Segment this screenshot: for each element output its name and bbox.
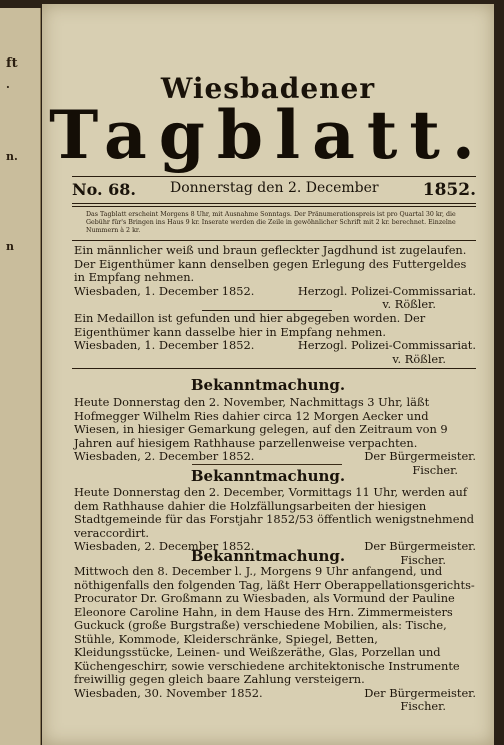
rule	[72, 368, 476, 369]
margin-fragment: .	[6, 78, 10, 91]
signature-office: Der Bürgermeister.	[364, 539, 476, 553]
signature-office: Herzogl. Polizei-Commissariat.	[297, 338, 476, 352]
signature-name: Fischer.	[412, 462, 458, 477]
signature-place: Wiesbaden, 2. December 1852.	[74, 449, 255, 463]
notice-text: Heute Donnerstag den 2. November, Nachmittags 3 Uhr, läßt Hofmegger Wilhelm Ries dahier circa 12 Morgen Aecker und Wiesen, in hiesiger Gemarkung gelegen, auf den Zeitraum von 9 Jahren auf hiesigem Rathhause parzellenweise verpachten.	[74, 395, 448, 450]
issue-number: No. 68.	[72, 180, 136, 199]
notice-heading: Bekanntmachung.	[190, 467, 346, 485]
advert-dog	[74, 244, 476, 312]
advert-text: Ein Medaillon ist gefunden und hier abgegeben worden. Der Eigenthümer kann dasselbe hier in Empfang nehmen.	[74, 311, 426, 339]
notice-text: Heute Donnerstag den 2. December, Vormittags 11 Uhr, werden auf dem Rathhause dahier die Holzfällungsarbeiten der hiesigen Stadtgemeinde für das Forstjahr 1852/53 öffentlich wenigstnehmend veraccordirt.	[74, 485, 475, 540]
notice-text: Mittwoch den 8. December l. J., Morgens 9 Uhr anfangend, und nöthigenfalls den folgenden Tag, läßt Herr Oberappellationsgerichts-Procurator Dr. Großmann zu Wiesbaden, als Vormund der Pauline Eleonore Caroline Hahn, in dem Hause des Hrn. Zimmermeisters Guckuck (große Burgstraße) verschiedene Mobilien, als: Tische, Stühle, Kommode, Kleiderschränke, Spiegel, Betten, Kleidungsstücke, Leinen- und Weißzeräthe, Glas, Porzellan und Küchengeschirr, sowie verschiedene architektonische Instrumente freiwillig gegen gleich baare Zahlung versteigern.	[74, 564, 475, 686]
signature-place: Wiesbaden, 30. November 1852.	[74, 685, 263, 700]
dateline	[72, 180, 476, 202]
masthead-line1: Wiesbadener	[160, 72, 376, 105]
advert-medallion	[74, 312, 476, 366]
previous-page-edge	[0, 8, 41, 745]
subscription-notice: Das Tagblatt erscheint Morgens 8 Uhr, mit Ausnahme Sonntags. Der Pränumerationspreis ist pro Quartal 30 kr, die Gebühr für's Bringen ins Haus 9 kr. Inserate werden die Zeile in gewöhnlicher Schrift mit 2 kr. berechnet. Einzelne Nummern à 2 kr.	[86, 211, 456, 234]
signature-name: Fischer.	[400, 552, 446, 567]
margin-fragment: n.	[6, 150, 18, 163]
advert-text: Ein männlicher weiß und braun gefleckter Jagdhund ist zugelaufen. Der Eigenthümer kann denselben gegen Erlegung des Futtergeldes in Empfang nehmen.	[74, 243, 467, 284]
signature-place: Wiesbaden, 1. December 1852.	[74, 283, 255, 298]
masthead-title: Tagblatt.	[49, 96, 487, 174]
rule	[72, 203, 476, 204]
margin-fragment: n	[6, 240, 14, 253]
signature-line	[74, 687, 476, 701]
signature-line	[74, 339, 476, 353]
signature-line	[74, 450, 476, 464]
signature-name: Fischer.	[400, 699, 446, 713]
notice-heading: Bekanntmachung.	[190, 376, 346, 394]
signature-name: v. Rößler.	[392, 351, 446, 366]
notice-heading: Bekanntmachung.	[190, 547, 346, 565]
issue-date: Donnerstag den 2. December	[170, 180, 379, 196]
signature-place: Wiesbaden, 1. December 1852.	[74, 338, 255, 352]
newspaper-page	[42, 4, 494, 745]
notice-auction	[74, 565, 476, 714]
signature-place: Wiesbaden, 2. December 1852.	[74, 539, 255, 553]
divider	[192, 464, 342, 465]
margin-fragment: ft	[6, 56, 18, 71]
rule	[72, 176, 476, 177]
signature-line	[74, 285, 476, 299]
rule	[72, 240, 476, 241]
signature-office: Herzogl. Polizei-Commissariat.	[297, 283, 476, 298]
rule	[72, 206, 476, 207]
signature-name: v. Rößler.	[382, 297, 436, 311]
issue-year: 1852.	[422, 180, 476, 200]
signature-office: Der Bürgermeister.	[364, 449, 476, 463]
signature-office: Der Bürgermeister.	[364, 685, 476, 700]
